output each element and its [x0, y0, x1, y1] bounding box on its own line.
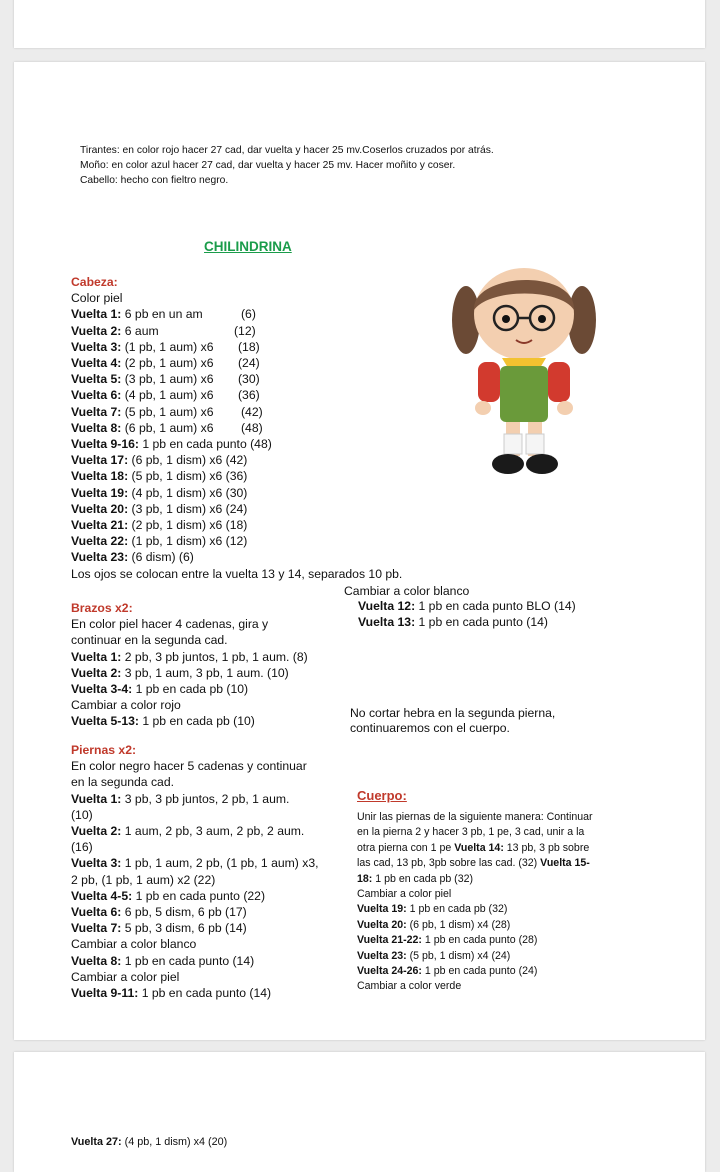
list-item: Vuelta 7: (5 pb, 1 aum) x6 (42)	[71, 404, 263, 419]
brazos-section	[71, 600, 308, 730]
page-bottom	[14, 1052, 705, 1172]
pattern-title: CHILINDRINA	[204, 239, 292, 254]
cuerpo-text-4: las cad, 13 pb, 3pb sobre las cad. (32) Vuelta 15-	[357, 857, 590, 870]
leg-note-1: No cortar hebra en la segunda pierna,	[350, 706, 556, 720]
list-item: Vuelta 3: 1 pb, 1 aum, 2 pb, (1 pb, 1 aum) x3,	[71, 856, 319, 871]
list-item-cont: (16)	[71, 840, 93, 855]
intro-cabello: Cabello: hecho con fieltro negro.	[80, 175, 229, 186]
cabeza-section	[71, 274, 402, 582]
piernas-intro: En color negro hacer 5 cadenas y continuar	[71, 759, 307, 774]
list-item: Vuelta 1: 3 pb, 3 pb juntos, 2 pb, 1 aum.	[71, 791, 290, 806]
cabeza-table-1	[71, 306, 402, 436]
doll-photo	[450, 258, 598, 492]
cuerpo-text-1: Unir las piernas de la siguiente manera: Continuar	[357, 811, 593, 823]
change-white-note: Cambiar a color blanco	[71, 937, 197, 952]
list-item: Vuelta 22: (1 pb, 1 dism) x6 (12)	[71, 534, 248, 549]
list-item: Vuelta 7: 5 pb, 3 dism, 6 pb (14)	[71, 921, 247, 936]
list-item-cont: (10)	[71, 807, 93, 822]
piernas-intro-2: en la segunda cad.	[71, 775, 174, 790]
change-skin-note: Cambiar a color piel	[71, 969, 180, 984]
list-item: Vuelta 2: 1 aum, 2 pb, 3 aum, 2 pb, 2 aum.	[71, 824, 305, 839]
list-item: Vuelta 12: 1 pb en cada punto BLO (14)	[358, 599, 576, 613]
cut-off-line	[369, 0, 511, 1]
list-item-cont: 2 pb, (1 pb, 1 aum) x2 (22)	[71, 872, 216, 887]
list-item: Vuelta 4-5: 1 pb en cada punto (22)	[71, 888, 265, 903]
leg-note	[350, 706, 555, 736]
list-item: Vuelta 9-16: 1 pb en cada punto (48)	[71, 437, 272, 452]
brazos-intro: En color piel hacer 4 cadenas, gira y	[71, 617, 269, 632]
list-item: Vuelta 8: 1 pb en cada punto (14)	[71, 953, 255, 968]
brazos-header: Brazos x2:	[71, 601, 133, 615]
cuerpo-text-5: 18: 1 pb en cada pb (32)	[357, 872, 474, 885]
intro-tirantes: Tirantes: en color rojo hacer 27 cad, dar vuelta y hacer 25 mv.Coserlos cruzados por atrás.	[80, 145, 494, 156]
list-item: Vuelta 3: (1 pb, 1 aum) x6 (18)	[71, 339, 260, 354]
list-item: Vuelta 17: (6 pb, 1 dism) x6 (42)	[71, 453, 248, 468]
list-item: Vuelta 1: 2 pb, 3 pb juntos, 1 pb, 1 aum. (8)	[71, 649, 308, 664]
cabeza-color: Color piel	[71, 291, 123, 306]
change-skin-note: Cambiar a color piel	[357, 888, 452, 901]
list-item: Vuelta 2: 3 pb, 1 aum, 3 pb, 1 aum. (10)	[71, 665, 289, 680]
page-top	[14, 0, 705, 48]
list-item: Vuelta 5-13: 1 pb en cada pb (10)	[71, 714, 255, 729]
brazos-intro-2: continuar en la segunda cad.	[71, 633, 228, 648]
list-item: Vuelta 19: 1 pb en cada pb (32)	[357, 903, 508, 916]
cuerpo-header: Cuerpo:	[357, 788, 407, 803]
page-main	[14, 62, 705, 1040]
list-item: Vuelta 2: 6 aum (12)	[71, 323, 256, 338]
list-item: Vuelta 4: (2 pb, 1 aum) x6 (24)	[71, 356, 260, 371]
list-item: Vuelta 23: (5 pb, 1 dism) x4 (24)	[357, 949, 511, 962]
list-item: Vuelta 5: (3 pb, 1 aum) x6 (30)	[71, 372, 260, 387]
list-item: Vuelta 9-11: 1 pb en cada punto (14)	[71, 986, 272, 1001]
list-item: Vuelta 20: (6 pb, 1 dism) x4 (28)	[357, 918, 511, 931]
change-green-note: Cambiar a color verde	[357, 980, 462, 993]
list-item: Vuelta 23: (6 dism) (6)	[71, 550, 194, 565]
change-red-note: Cambiar a color rojo	[71, 698, 181, 713]
list-item: Vuelta 21-22: 1 pb en cada punto (28)	[357, 934, 538, 947]
piernas-section	[71, 742, 319, 1001]
list-item: Vuelta 24-26: 1 pb en cada punto (24)	[357, 965, 538, 978]
list-item: Vuelta 13: 1 pb en cada punto (14)	[358, 615, 548, 629]
leg-note-2: continuaremos con el cuerpo.	[350, 721, 510, 735]
list-item: Vuelta 21: (2 pb, 1 dism) x6 (18)	[71, 518, 248, 533]
intro-mono: Moño: en color azul hacer 27 cad, dar vuelta y hacer 25 mv. Hacer moñito y coser.	[80, 160, 456, 171]
change-white-note: Cambiar a color blanco	[344, 584, 470, 598]
list-item: Vuelta 6: (4 pb, 1 aum) x6 (36)	[71, 388, 260, 403]
list-item: Vuelta 8: (6 pb, 1 aum) x6 (48)	[71, 420, 263, 435]
list-item: Vuelta 18: (5 pb, 1 dism) x6 (36)	[71, 469, 248, 484]
cuerpo-section	[357, 810, 593, 995]
piernas-header: Piernas x2:	[71, 743, 137, 757]
list-item: Vuelta 6: 6 pb, 5 dism, 6 pb (17)	[71, 905, 247, 920]
cuerpo-text-3: otra pierna con 1 pe Vuelta 14: 13 pb, 3 pb sobre	[357, 841, 590, 854]
list-item: Vuelta 19: (4 pb, 1 dism) x6 (30)	[71, 485, 248, 500]
list-item: Vuelta 20: (3 pb, 1 dism) x6 (24)	[71, 501, 248, 516]
list-item: Vuelta 3-4: 1 pb en cada pb (10)	[71, 682, 249, 697]
eyes-note: Los ojos se colocan entre la vuelta 13 y 14, separados 10 pb.	[71, 566, 403, 581]
list-item: Vuelta 1: 6 pb en un am (6)	[71, 307, 256, 322]
list-item: Vuelta 27: (4 pb, 1 dism) x4 (20)	[71, 1136, 228, 1148]
cuerpo-text-2: en la pierna 2 y hacer 3 pb, 1 pe, 3 cad, unir a la	[357, 826, 585, 839]
cabeza-header: Cabeza:	[71, 275, 118, 289]
